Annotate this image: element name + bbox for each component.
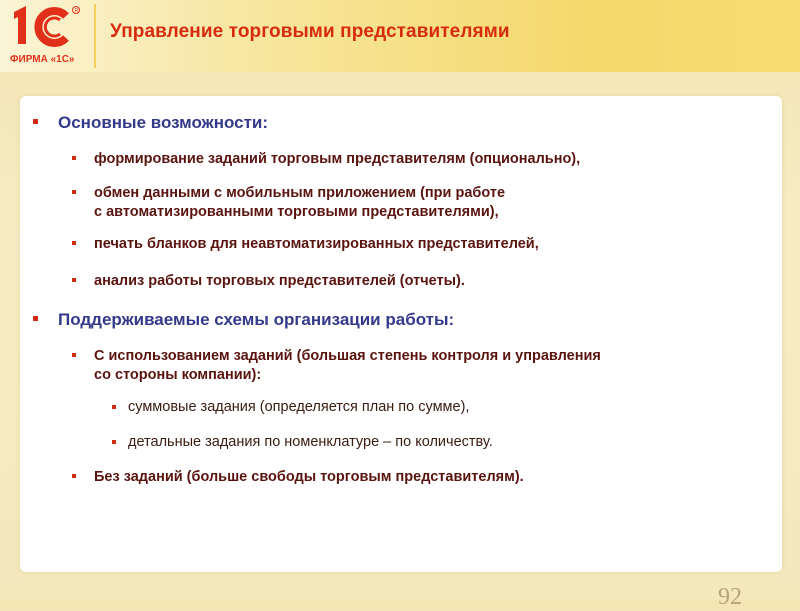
list-item: Без заданий (больше свободы торговым представителям). (94, 469, 524, 485)
svg-text:ФИРМА «1С»: ФИРМА «1С» (10, 54, 75, 65)
bullet-icon (72, 353, 76, 357)
page-title: Управление торговыми представителями (110, 21, 510, 42)
sub-list-item: суммовые задания (определяется план по сумме), (128, 399, 470, 415)
section-heading-schemes: Поддерживаемые схемы организации работы: (58, 310, 455, 329)
bullet-icon (72, 278, 76, 282)
svg-text:R: R (74, 8, 79, 14)
bullet-icon (33, 316, 38, 321)
page-number: 92 (718, 584, 742, 610)
bullet-icon (72, 190, 76, 194)
list-item: анализ работы торговых представителей (отчеты). (94, 273, 465, 289)
header-divider (94, 4, 96, 68)
bullet-icon (112, 405, 116, 409)
list-item: обмен данными с мобильным приложением (при работе (94, 185, 506, 201)
firm-1c-logo (4, 2, 92, 68)
header-bar (0, 0, 800, 72)
bullet-icon (33, 119, 38, 124)
list-item: формирование заданий торговым представителям (опционально), (94, 151, 581, 167)
section-heading-capabilities: Основные возможности: (58, 113, 269, 132)
sub-list-item: детальные задания по номенклатуре – по количеству. (128, 434, 493, 450)
list-item: С использованием заданий (большая степень контроля и управления (94, 348, 601, 364)
list-item-continuation: с автоматизированными торговыми представителями), (94, 204, 499, 220)
bullet-icon (72, 241, 76, 245)
list-item-continuation: со стороны компании): (94, 367, 262, 383)
bullet-icon (72, 156, 76, 160)
bullet-icon (112, 440, 116, 444)
list-item: печать бланков для неавтоматизированных представителей, (94, 236, 539, 252)
bullet-icon (72, 474, 76, 478)
